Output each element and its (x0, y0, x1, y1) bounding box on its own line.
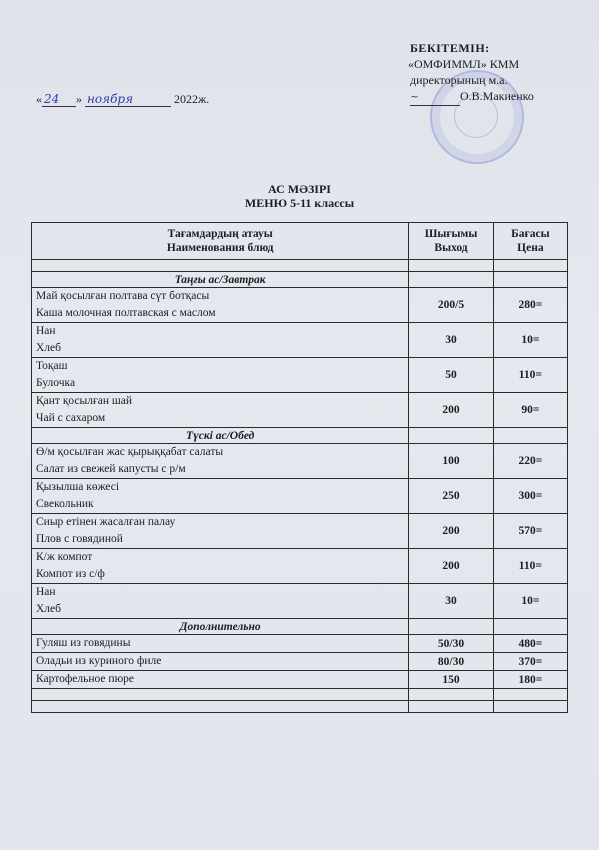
dish-name-ru: Каша молочная полтавская с маслом (36, 307, 216, 319)
dish-name-ru: Хлеб (36, 342, 61, 354)
table-row (32, 358, 568, 393)
section-row-breakfast (32, 272, 568, 288)
dish-name-ru: Булочка (36, 377, 76, 389)
handwritten-signature: ~ (410, 89, 460, 106)
date-close-quote: » (76, 92, 82, 106)
dish-qty: 200 (409, 514, 493, 549)
dish-name-kz: Май қосылған полтава сүт ботқасы (36, 290, 210, 302)
table-row (32, 444, 568, 479)
dish-name-ru: Чай с сахаром (36, 412, 106, 424)
date-month: ноября (85, 92, 171, 107)
approval-signature-row (410, 88, 534, 106)
dish-name-cell (32, 444, 409, 479)
table-row (32, 514, 568, 549)
table-row (32, 635, 568, 653)
dish-price: 90= (493, 393, 567, 428)
dish-name-cell (32, 479, 409, 514)
dish-name-ru: Оладьи из куриного филе (32, 653, 409, 671)
dish-name-ru: Компот из с/ф (36, 568, 105, 580)
dish-qty: 200 (409, 393, 493, 428)
heading-line-ru: МЕНЮ 5-11 классы (244, 196, 355, 210)
dish-qty: 250 (409, 479, 493, 514)
dish-price: 220= (493, 444, 567, 479)
table-spacer-row (32, 260, 568, 272)
dish-qty: 100 (409, 444, 493, 479)
section-label: Таңғы ас/Завтрак (32, 272, 409, 288)
dish-name-kz: К/ж компот (36, 551, 93, 563)
dish-qty: 50/30 (409, 635, 493, 653)
header-qty-kz: Шығымы (424, 228, 478, 240)
dish-price: 110= (493, 358, 567, 393)
menu-table (31, 222, 568, 713)
dish-name-cell (32, 323, 409, 358)
dish-name-cell (32, 358, 409, 393)
header-name-kz: Тағамдардың атауы (167, 228, 273, 240)
document-date (36, 92, 209, 107)
dish-name-kz: Ө/м қосылған жас қырыққабат салаты (36, 446, 224, 458)
dish-name-cell (32, 393, 409, 428)
table-row (32, 323, 568, 358)
header-qty-cell (409, 223, 493, 260)
approval-org: «ОМФИММЛ» КММ (408, 57, 520, 71)
section-row-extra (32, 619, 568, 635)
dish-name-kz: Қант қосылған шай (36, 395, 132, 407)
dish-name-kz: Тоқаш (36, 360, 68, 372)
header-qty-ru: Выход (434, 242, 468, 254)
dish-name-ru: Плов с говядиной (36, 533, 123, 545)
dish-qty: 80/30 (409, 653, 493, 671)
dish-name-cell (32, 514, 409, 549)
dish-price: 180= (493, 671, 567, 689)
dish-name-cell (32, 584, 409, 619)
approval-signer: О.В.Макиенко (460, 89, 534, 103)
table-spacer-row (32, 689, 568, 701)
table-row (32, 393, 568, 428)
dish-name-ru: Гуляш из говядины (32, 635, 409, 653)
dish-price: 10= (493, 584, 567, 619)
header-price-kz: Бағасы (511, 228, 550, 240)
heading-line-kz: АС МӘЗІРІ (268, 182, 331, 196)
table-row (32, 288, 568, 323)
table-spacer-row (32, 701, 568, 713)
table-header-row (32, 223, 568, 260)
header-name-cell (32, 223, 409, 260)
dish-name-kz: Нан (36, 325, 56, 337)
dish-price: 370= (493, 653, 567, 671)
dish-price: 10= (493, 323, 567, 358)
table-row (32, 671, 568, 689)
header-price-cell (493, 223, 567, 260)
dish-name-cell (32, 288, 409, 323)
dish-qty: 200/5 (409, 288, 493, 323)
dish-name-ru: Картофельное пюре (32, 671, 409, 689)
dish-name-ru: Хлеб (36, 603, 61, 615)
table-row (32, 653, 568, 671)
dish-name-kz: Сиыр етінен жасалған палау (36, 516, 176, 528)
dish-name-cell (32, 549, 409, 584)
section-label: Түскі ас/Обед (32, 428, 409, 444)
dish-qty: 150 (409, 671, 493, 689)
header-price-ru: Цена (517, 242, 544, 254)
dish-price: 280= (493, 288, 567, 323)
dish-price: 570= (493, 514, 567, 549)
dish-name-ru: Салат из свежей капусты с р/м (36, 463, 186, 475)
dish-price: 300= (493, 479, 567, 514)
table-row (32, 584, 568, 619)
dish-name-ru: Свекольник (36, 498, 94, 510)
date-year: 2022ж. (174, 92, 210, 106)
approval-block (410, 40, 534, 106)
menu-heading (0, 182, 599, 210)
section-label: Дополнительно (32, 619, 409, 635)
date-day: 24 (42, 92, 76, 107)
dish-qty: 30 (409, 584, 493, 619)
header-name-ru: Наименования блюд (166, 242, 274, 254)
approval-role: директорының м.а. (410, 73, 508, 87)
dish-name-kz: Нан (36, 586, 56, 598)
date-open-quote: « (36, 92, 42, 106)
dish-price: 110= (493, 549, 567, 584)
dish-qty: 200 (409, 549, 493, 584)
approval-title: БЕКІТЕМІН: (410, 41, 490, 55)
dish-name-kz: Қызылша көжесі (36, 481, 120, 493)
dish-qty: 30 (409, 323, 493, 358)
dish-qty: 50 (409, 358, 493, 393)
section-row-lunch (32, 428, 568, 444)
dish-price: 480= (493, 635, 567, 653)
table-row (32, 549, 568, 584)
table-row (32, 479, 568, 514)
